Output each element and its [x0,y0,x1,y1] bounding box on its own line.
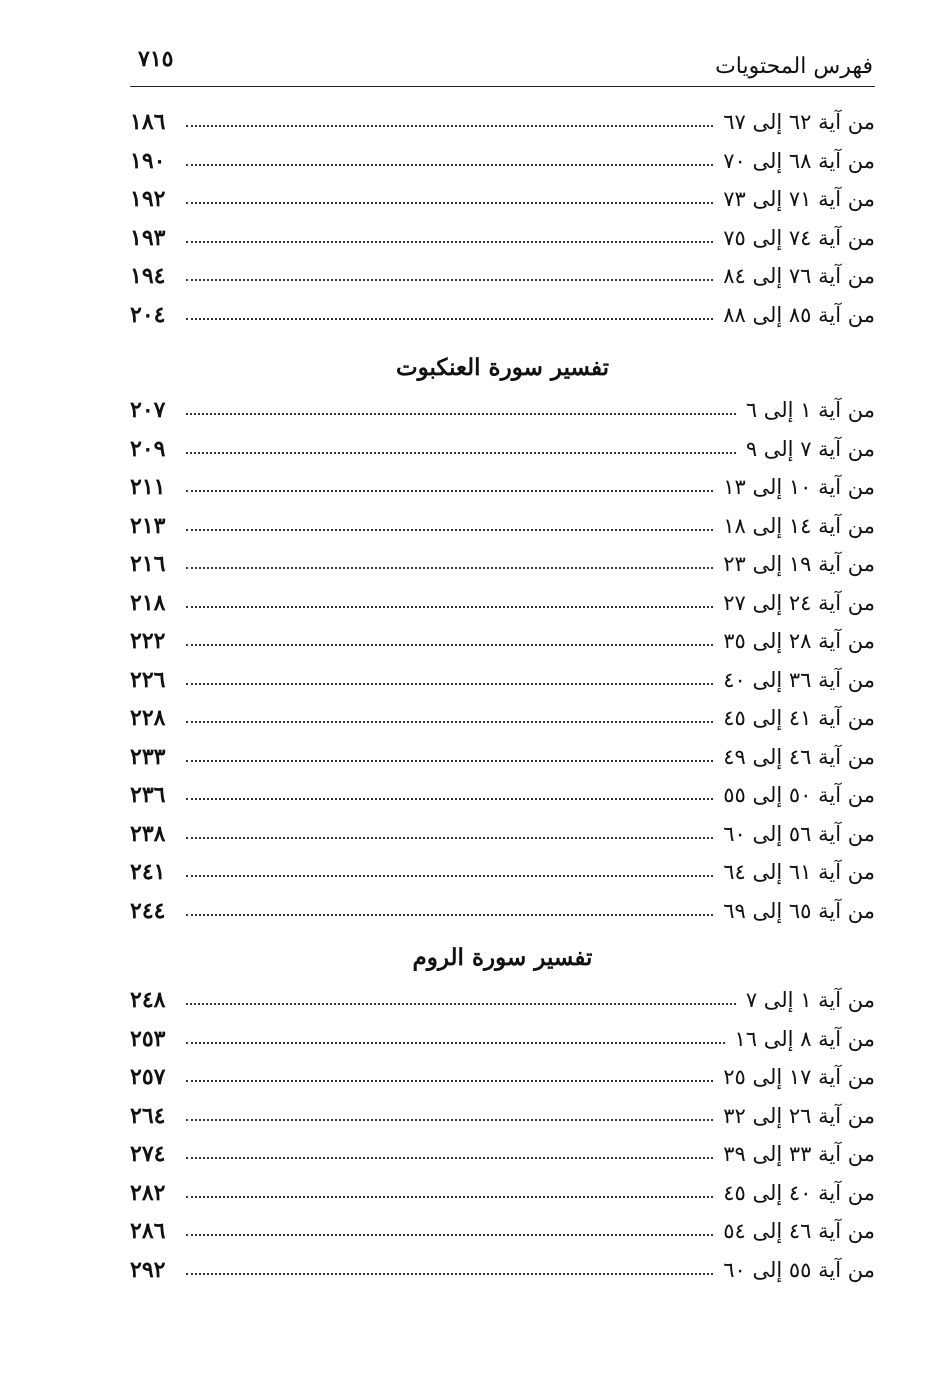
entry-page-number: ٢٧٤ [130,1141,166,1168]
toc-entry [130,1097,875,1136]
toc-section-rum [130,935,875,1289]
entry-label: من آية ٦٥ إلى ٦٩ [723,898,875,923]
toc-entry [130,981,875,1020]
toc-entry [130,661,875,700]
entry-label: من آية ٣٦ إلى ٤٠ [723,667,875,692]
entry-page-number: ٢٤٤ [130,897,166,924]
entry-page-number: ٢١٦ [130,551,166,578]
entry-page-number: ٢٠٩ [130,435,166,462]
entry-label: من آية ٦٨ إلى ٧٠ [723,148,875,173]
dot-leader [186,413,736,415]
dot-leader [186,529,713,531]
dot-leader [186,318,713,320]
entry-page-number: ٢٣٣ [130,743,166,770]
entry-page-number: ١٩٣ [130,224,166,251]
entry-page-number: ٢٢٦ [130,666,166,693]
section-heading: تفسير سورة العنكبوت [395,354,610,381]
toc-entry [130,1135,875,1174]
entry-label: من آية ٤٦ إلى ٤٩ [723,744,875,769]
toc-entry [130,622,875,661]
entry-page-number: ١٨٦ [130,109,166,136]
entry-page-number: ٢٨٦ [130,1218,166,1245]
dot-leader [186,202,713,204]
toc-entry [130,180,875,219]
toc-entry [130,1058,875,1097]
dot-leader [186,452,736,454]
running-header [130,40,875,87]
entry-label: من آية ١٤ إلى ١٨ [723,513,875,538]
entry-label: من آية ٢٨ إلى ٣٥ [723,629,875,654]
toc-entry [130,219,875,258]
entry-page-number: ٢٢٨ [130,705,166,732]
entry-label: من آية ٦٢ إلى ٦٧ [723,110,875,135]
entry-page-number: ٢١٨ [130,589,166,616]
toc-entry [130,892,875,931]
entry-page-number: ٢٨٢ [130,1179,166,1206]
toc-entry [130,142,875,181]
dot-leader [186,125,713,127]
entry-label: من آية ٥٦ إلى ٦٠ [723,821,875,846]
header-title: فهرس المحتويات [715,54,873,79]
dot-leader [186,1273,713,1275]
entry-label: من آية ٨٥ إلى ٨٨ [723,302,875,327]
entry-label: من آية ١٠ إلى ١٣ [723,475,875,500]
toc-entry [130,468,875,507]
dot-leader [186,683,713,685]
toc-entry [130,815,875,854]
entry-page-number: ٢١٣ [130,512,166,539]
dot-leader [186,1119,713,1121]
entry-page-number: ٢٤١ [130,859,166,886]
toc-entry [130,699,875,738]
entry-page-number: ١٩٢ [130,186,166,213]
entry-page-number: ٢٥٧ [130,1064,166,1091]
entry-page-number: ٢٠٧ [130,397,166,424]
entry-label: من آية ٢٦ إلى ٣٢ [723,1103,875,1128]
entry-label: من آية ٣٣ إلى ٣٩ [723,1142,875,1167]
toc-entry [130,1020,875,1059]
dot-leader [186,1042,725,1044]
dot-leader [186,1157,713,1159]
page-number: ٧١٥ [138,46,174,72]
entry-label: من آية ٢٤ إلى ٢٧ [723,590,875,615]
entry-label: من آية ٤٦ إلى ٥٤ [723,1219,875,1244]
entry-page-number: ١٩٤ [130,263,166,290]
dot-leader [186,1234,713,1236]
entry-page-number: ٢٣٨ [130,820,166,847]
dot-leader [186,721,713,723]
toc-section-ankabut [130,345,875,930]
entry-label: من آية ٨ إلى ١٦ [734,1026,875,1051]
entry-label: من آية ١٩ إلى ٢٣ [723,552,875,577]
dot-leader [186,279,713,281]
toc-entry [130,507,875,546]
toc-entry [130,391,875,430]
toc-entry [130,1251,875,1290]
entry-label: من آية ٤٠ إلى ٤٥ [723,1180,875,1205]
toc-entry [130,430,875,469]
toc-entry [130,296,875,335]
entry-page-number: ٢١١ [130,474,166,501]
entry-label: من آية ٥٥ إلى ٦٠ [723,1257,875,1282]
entry-label: من آية ٥٠ إلى ٥٥ [723,783,875,808]
dot-leader [186,490,713,492]
dot-leader [186,644,713,646]
dot-leader [186,606,713,608]
entry-page-number: ٢٥٣ [130,1025,166,1052]
toc-entry [130,853,875,892]
toc-entry [130,545,875,584]
dot-leader [186,875,713,877]
dot-leader [186,1003,736,1005]
toc-entry [130,776,875,815]
entry-label: من آية ١٧ إلى ٢٥ [723,1065,875,1090]
dot-leader [186,798,713,800]
toc-entry [130,1174,875,1213]
entry-label: من آية ٧ إلى ٩ [745,436,875,461]
entry-label: من آية ٧٦ إلى ٨٤ [723,264,875,289]
entry-page-number: ٢٤٨ [130,987,166,1014]
entry-page-number: ٢٩٢ [130,1256,166,1283]
toc-entry [130,1212,875,1251]
dot-leader [186,567,713,569]
toc-entry [130,103,875,142]
toc-entry [130,738,875,777]
dot-leader [186,914,713,916]
toc-entry [130,584,875,623]
dot-leader [186,164,713,166]
entry-page-number: ٢٦٤ [130,1102,166,1129]
entry-label: من آية ٤١ إلى ٤٥ [723,706,875,731]
dot-leader [186,760,713,762]
entry-label: من آية ١ إلى ٦ [745,398,875,423]
entry-label: من آية ٦١ إلى ٦٤ [723,860,875,885]
dot-leader [186,1196,713,1198]
entry-page-number: ٢٠٤ [130,301,166,328]
toc-section-continued [130,103,875,334]
section-heading: تفسير سورة الروم [412,944,593,971]
entry-page-number: ١٩٠ [130,147,166,174]
entry-label: من آية ٧٤ إلى ٧٥ [723,225,875,250]
toc-entry [130,257,875,296]
dot-leader [186,241,713,243]
dot-leader [186,1080,713,1082]
entry-page-number: ٢٣٦ [130,782,166,809]
entry-page-number: ٢٢٢ [130,628,166,655]
dot-leader [186,837,713,839]
entry-label: من آية ١ إلى ٧ [745,988,875,1013]
entry-label: من آية ٧١ إلى ٧٣ [723,187,875,212]
